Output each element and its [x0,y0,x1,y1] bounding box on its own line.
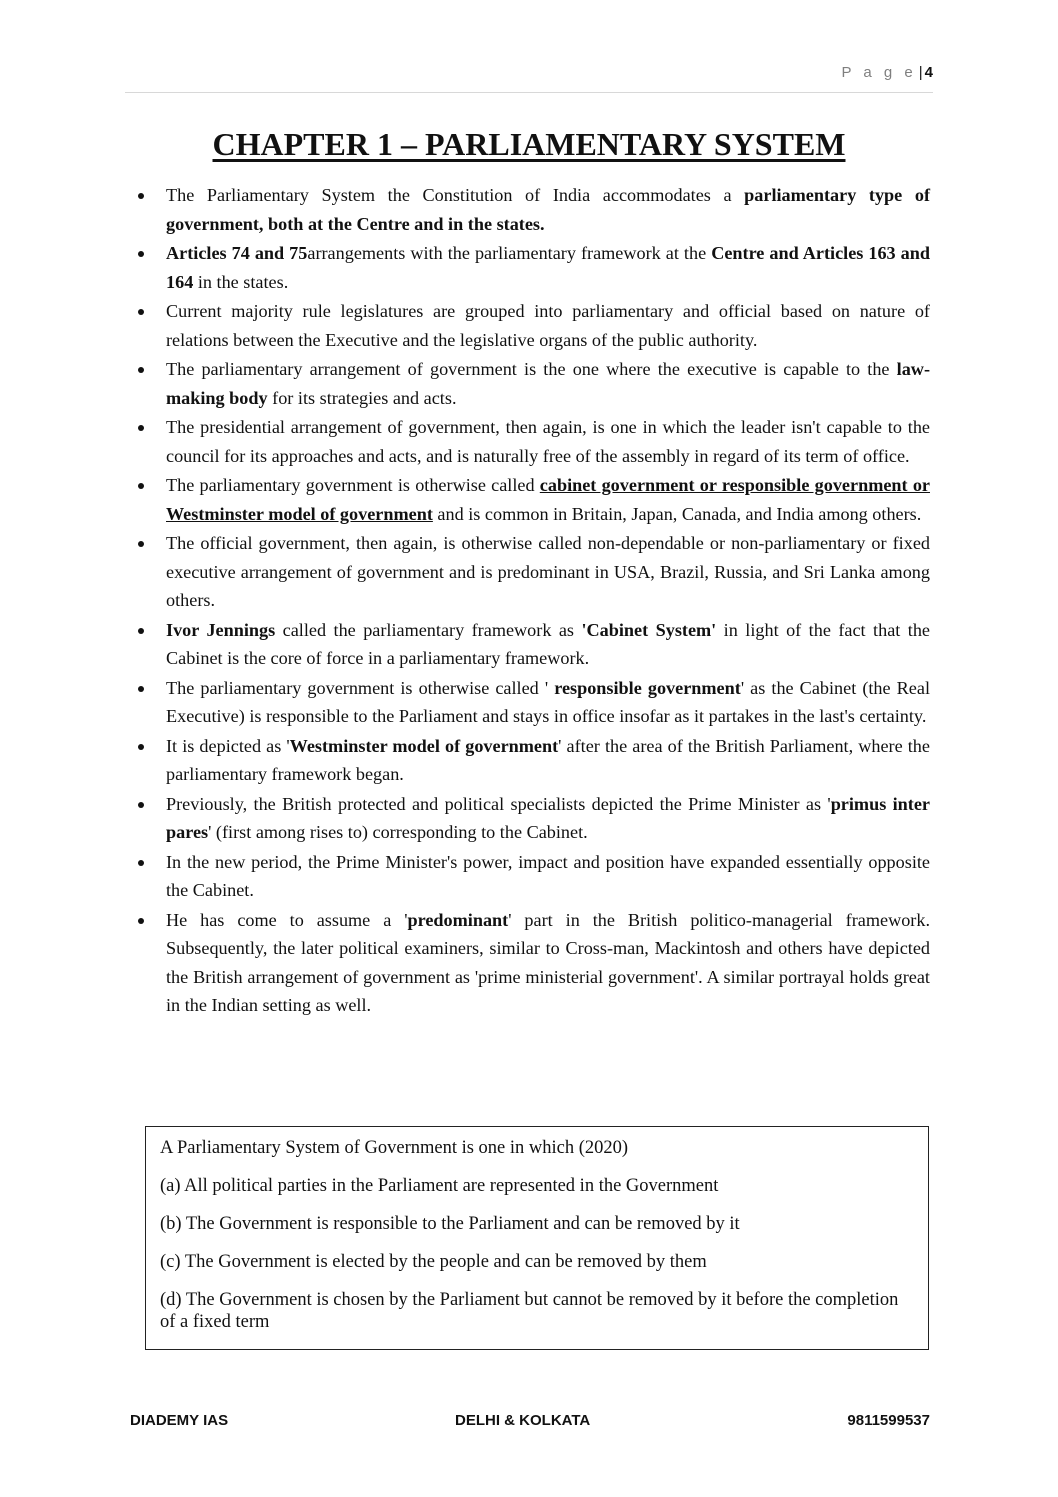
bullet-item [130,297,930,354]
bullet-item [130,790,930,847]
bullet-bold-text: Centre and Articles 163 and 164 [166,243,930,292]
bullet-dot-icon [138,367,144,373]
bullet-text: and is common in Britain, Japan, Canada, and India among others. [432,503,922,524]
footer-location: DELHI & KOLKATA [455,1412,591,1429]
bullet-dot-icon [138,628,144,634]
bullet-text: in the states. [193,271,289,292]
bullet-item [130,529,930,615]
bullet-text: called the parliamentary framework as [275,619,582,640]
chapter-title: CHAPTER 1 – PARLIAMENTARY SYSTEM [212,126,846,162]
bullet-dot-icon [138,744,144,750]
footer-phone: 9811599537 [847,1412,930,1429]
bullet-item [130,413,930,470]
bullet-bold-text: cabinet government or responsible government or Westminster model of government [166,475,930,524]
bullet-item [130,616,930,673]
bullet-bold-text: parliamentary type of government, both at the Centre and in the states. [166,185,930,234]
bullet-item [130,674,930,731]
bullet-dot-icon [138,686,144,692]
bullet-text: ' after the area of the British Parliament, where the parliamentary framework began. [166,735,930,784]
bullet-text: Previously, the British protected and political specialists depicted the Prime Minister as ' [166,793,831,814]
bullet-text: The official government, then again, is otherwise called non-dependable or non-parliamentary or fixed executive arrangement of government and is predominant in USA, Brazil, Russia, and Sri Lanka among others. [166,533,930,610]
bullet-dot-icon [138,193,144,199]
bullet-bold-text: Articles 74 and 75 [166,243,308,263]
bullet-dot-icon [138,425,144,431]
bullet-text: arrangements with the parliamentary framework at the [307,243,712,263]
bullet-bold-text: Ivor Jennings [166,619,276,640]
bullet-text: In the new period, the Prime Minister's power, impact and position have expanded essentially opposite the Cabinet. [166,851,930,900]
bullet-item [130,848,930,905]
bullet-item [130,906,930,1020]
bullet-text: The parliamentary arrangement of government is the one where the executive is capable to the [166,359,897,379]
bullet-text: The presidential arrangement of government, then again, is one in which the leader isn't capable to the council for its approaches and acts, and is naturally free of the assembly in regard of its term of office. [166,417,930,466]
bullet-bold-text: law-making body [166,359,930,408]
bullet-text: The parliamentary government is otherwise called [166,475,540,495]
bullet-bold-text: primus inter pares [166,793,930,842]
bullet-bold-text: Westminster model of government [289,735,559,756]
bullet-text: ' (first among rises to) corresponding to the Cabinet. [208,822,588,842]
bullet-dot-icon [138,309,144,315]
question-box [145,1126,929,1350]
question-option-a: (a) All political parties in the Parliament are represented in the Government [160,1176,719,1196]
bullet-text: It is depicted as ' [166,735,290,756]
bullet-text: in light of the fact that the Cabinet is the core of force in a parliamentary framework. [166,619,930,668]
bullet-text: The Parliamentary System the Constitution of India accommodates a [166,185,745,205]
question-option-b: (b) The Government is responsible to the Parliament and can be removed by it [160,1214,740,1234]
bullet-item [130,355,930,412]
bullet-dot-icon [138,860,144,866]
bullet-text: Current majority rule legislatures are grouped into parliamentary and official based on nature of relations between the Executive and the legislative organs of the public authority. [166,301,930,350]
question-option-d: (d) The Government is chosen by the Parliament but cannot be removed by it before the completion of a fixed term [160,1290,899,1332]
footer-brand: DIADEMY IAS [130,1412,229,1429]
bullet-item [130,239,930,296]
bullet-dot-icon [138,918,144,924]
page-label: P a g e [841,64,917,81]
bullet-dot-icon [138,251,144,257]
bullet-dot-icon [138,541,144,547]
bullet-text: He has come to assume a ' [166,909,408,930]
bullet-text: The parliamentary government is otherwise called ' [166,677,555,698]
bullet-item [130,732,930,789]
question-option-c: (c) The Government is elected by the people and can be removed by them [160,1252,707,1272]
page-number: 4 [924,64,933,81]
bullet-dot-icon [138,802,144,808]
bullet-bold-text: responsible government [554,677,741,698]
page-separator: | [918,64,923,81]
page-header [125,64,933,93]
bullet-item [130,471,930,528]
bullet-text: ' as the Cabinet (the Real Executive) is responsible to the Parliament and stays in office insofar as it partakes in the last's certainty. [166,677,931,726]
bullet-item [130,181,930,238]
bullet-bold-text: predominant [407,909,509,930]
bullet-dot-icon [138,483,144,489]
bullet-list [130,181,930,1021]
question-stem: A Parliamentary System of Government is one in which (2020) [160,1138,629,1158]
bullet-bold-text: 'Cabinet System' [581,619,717,640]
bullet-text: ' part in the British politico-managerial framework. Subsequently, the later political examiners, similar to Cross-man, Mackintosh and others have depicted the British arrangement of government as 'prime ministerial government'. A similar portrayal holds great in the Indian setting as well. [166,909,930,1015]
bullet-text: for its strategies and acts. [267,387,457,408]
